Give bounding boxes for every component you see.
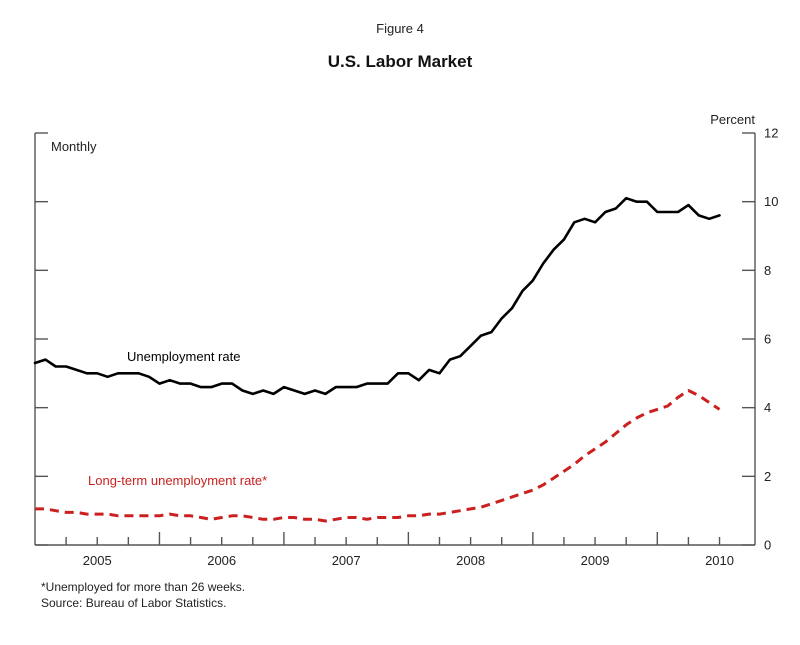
x-year-label: 2006	[207, 553, 237, 568]
x-year-label: 2008	[456, 553, 486, 568]
footnote-definition: *Unemployed for more than 26 weeks.	[41, 580, 246, 594]
long-term-unemployment-line	[35, 391, 720, 522]
long-term-unemployment-series-label: Long-term unemployment rate*	[88, 473, 268, 488]
x-year-label: 2009	[580, 553, 610, 568]
y-tick-label: 10	[764, 194, 779, 210]
frequency-label: Monthly	[51, 139, 97, 154]
chart-title: U.S. Labor Market	[327, 52, 473, 71]
y-tick-label: 12	[764, 125, 779, 141]
unemployment-rate-line	[35, 198, 720, 394]
x-year-label: 2010	[705, 553, 734, 568]
figure-number-label: Figure 4	[376, 21, 424, 36]
unemployment-rate-series-label: Unemployment rate	[127, 349, 241, 364]
y-tick-label: 0	[764, 537, 772, 553]
y-tick-label: 8	[764, 262, 772, 278]
x-year-label: 2005	[82, 553, 112, 568]
y-tick-label: 6	[764, 331, 772, 347]
y-tick-label: 4	[764, 400, 772, 416]
footnote-source: Source: Bureau of Labor Statistics.	[41, 596, 227, 610]
x-year-label: 2007	[331, 553, 361, 568]
y-tick-label: 2	[764, 468, 772, 484]
y-axis-unit-label: Percent	[710, 112, 755, 127]
